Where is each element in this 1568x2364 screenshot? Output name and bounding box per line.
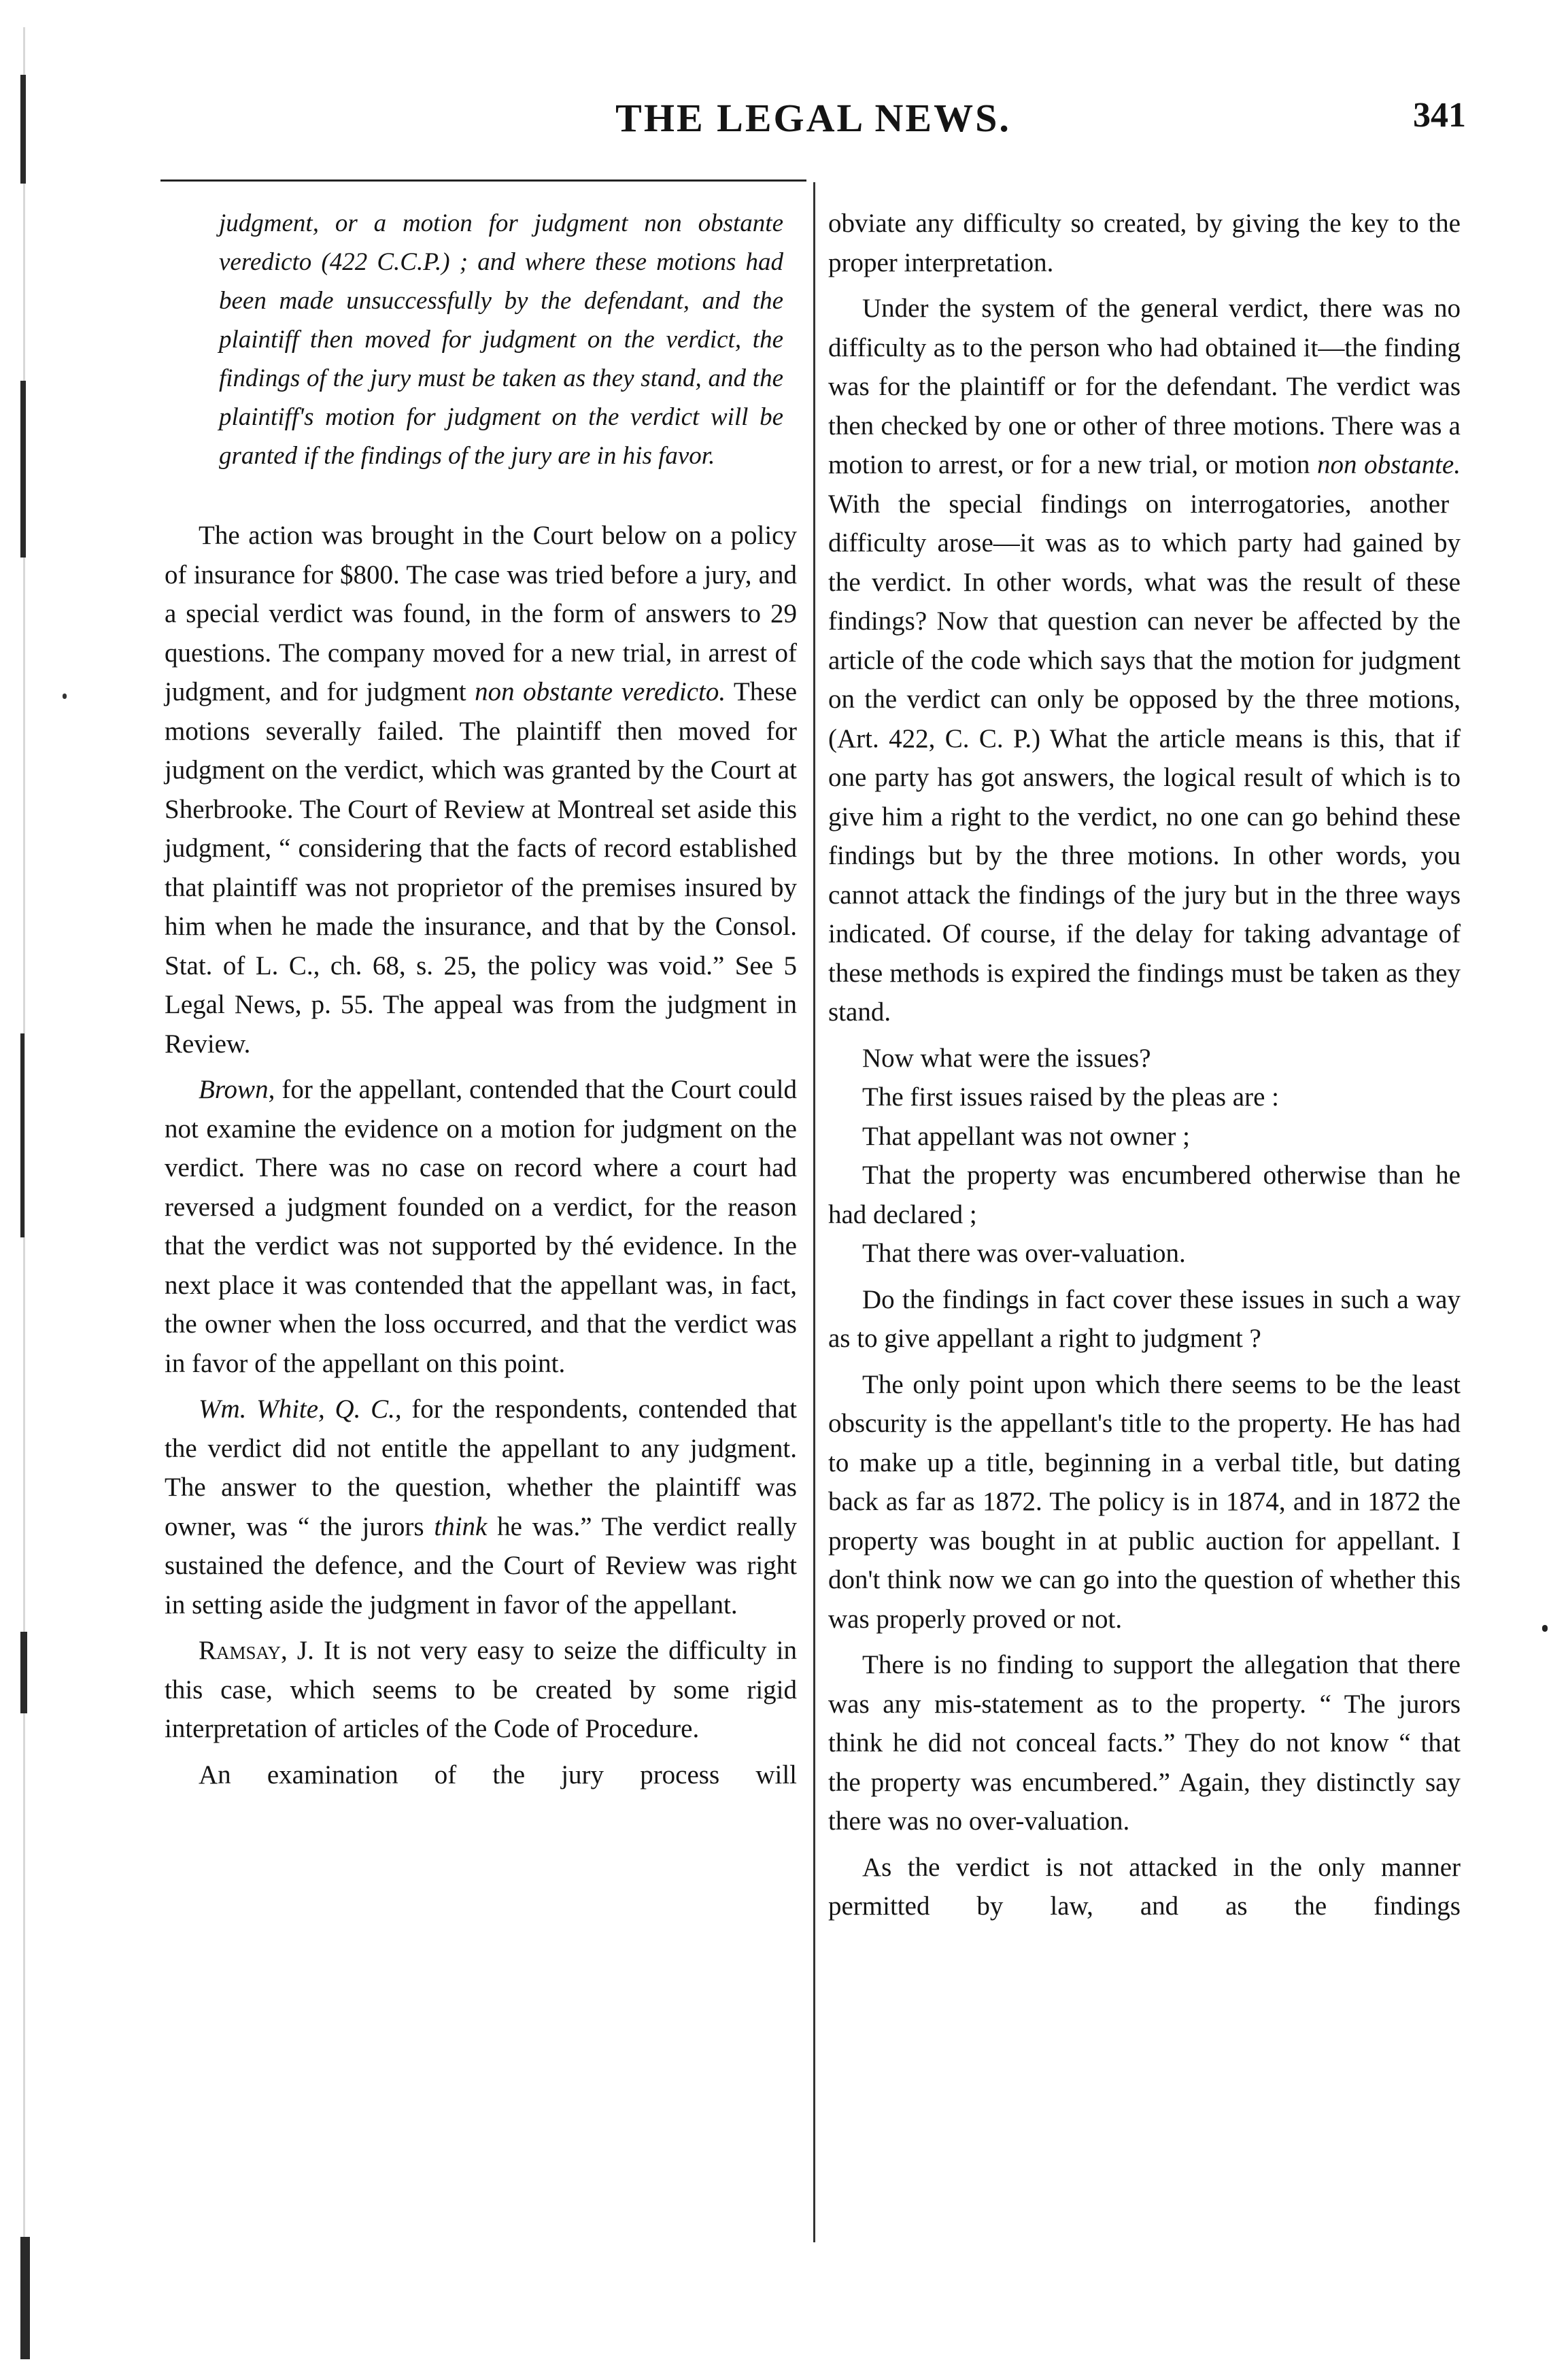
paragraph: Do the findings in fact cover these issues in such a way as to give appellant a right to judgment ?: [828, 1284, 1461, 1353]
text: These motions severally failed. The plaintiff then moved for judgment on the verdict, which was granted by the Court at Sherbrooke. The Court of Review at Montreal set aside this judgment, “ considering that the facts of record established that plaintiff was not proprietor of the premises insured by him when he made the insurance, and that by the Consol. Stat. of L. C., ch. 68, s. 25, the policy was void.” See 5 Legal News, p. 55. The appeal was from the judgment in Review.: [165, 677, 798, 1059]
text: Under the system of the general verdict, there was no difficulty as to the person who had obtained it—the finding was for the plaintiff or for the defendant. The verdict was then checked by one or other of three motions. There was a motion to arrest, or for a new trial, or motion: [828, 294, 1461, 479]
paragraph: obviate any difficulty so created, by giving the key to the proper interpretation.: [828, 209, 1461, 277]
page-number: 341: [1413, 96, 1466, 135]
counsel-name: Brown,: [199, 1075, 275, 1104]
right-column: [828, 204, 1461, 1933]
text: It is not very easy to seize the difficulty in this case, which seems to be created by some rigid interpretation of articles of the Code of Procedure.: [165, 1636, 797, 1743]
scan-edge-mark: [20, 381, 26, 558]
italic-term: non obstante.: [1316, 450, 1461, 479]
issue-line: Now what were the issues?: [862, 1043, 1151, 1073]
text: for the appellant, contended that the Court could not examine the evidence on a motion for judgment on the verdict. There was no case on record where a court had reversed a judgment founded on a verdict, for the reason that the verdict was not supported by thé evidence. In the next place it was contended that the appellant was, in fact, the owner when the loss occurred, and that the verdict was in favor of the appellant on this point.: [165, 1075, 797, 1378]
header-rule: [160, 179, 806, 182]
judge-name: Ramsay, J.: [199, 1636, 314, 1665]
journal-title: THE LEGAL NEWS.: [615, 96, 1011, 140]
issue-line: The first issues raised by the pleas are :: [862, 1082, 1279, 1112]
column-divider: [813, 182, 815, 2242]
paragraph: [165, 1390, 797, 1624]
paragraph: As the verdict is not attacked in the only manner permitted by law, and as the findings: [828, 1852, 1461, 1921]
paragraph: [165, 516, 797, 1063]
paragraph: [165, 1070, 797, 1383]
paragraph: The only point upon which there seems to be the least obscurity is the appellant's title to the property. He has had to make up a title, beginning in a verbal title, but dating back as far as 1872. The policy is in 1874, and in 1872 the property was bought in at public auction for appellant. I don't think now we can go into the question of whether this was properly proved or not.: [828, 1369, 1461, 1634]
paragraph: [828, 289, 1461, 1032]
scan-edge-mark: [20, 75, 26, 184]
text: he was.” The verdict really sustained the defence, and the Court of Review was right in setting aside the judgment in favor of the appellant.: [165, 1511, 797, 1620]
issue-line: That there was over-valuation.: [862, 1239, 1186, 1268]
italic-term: non obstante veredicto.: [475, 677, 726, 706]
paragraph: An examination of the jury process will: [199, 1760, 797, 1789]
text: for the respondents, contended that the verdict did not entitle the appellant to any judgment. The answer to the question, whether the plaintiff was owner, was “ the jurors: [165, 1394, 797, 1541]
scan-edge-mark: [20, 1033, 24, 1237]
text: With the special findings on interrogatories, another difficulty arose—it was as to which party had gained by the verdict. In other words, what was the result of these findings? Now that question can never be affected by the article of the code which says that the motion for judgment on the verdict can only be opposed by the three motions, (Art. 422, C. C. P.) What the article means is this, that if one party has got answers, the logical result of which is to give him a right to the verdict, no one can go behind these findings but by the three motions. In other words, you cannot attack the findings of the jury but in the three ways indicated. Of course, if the delay for taking advantage of these methods is expired the findings must be taken as they stand.: [828, 489, 1461, 1027]
paragraph: There is no finding to support the allegation that there was any mis-statement as to the property. “ The jurors think he did not conceal facts.” They do not know “ that the property was encumbered.” Again, they distinctly say there was no over-valuation.: [828, 1650, 1461, 1836]
issue-line: That the property was encumbered otherwise than he had declared ;: [828, 1161, 1461, 1229]
issue-line: That appellant was not owner ;: [862, 1121, 1190, 1151]
running-header: [160, 95, 1466, 150]
scan-edge-mark: [20, 1632, 27, 1713]
italic-term: think: [434, 1511, 488, 1541]
left-column: [165, 204, 797, 1801]
scan-speck: [63, 693, 67, 699]
text: The action was brought in the Court below on a policy of insurance for $800. The case was tried before a jury, and a special verdict was found, in the form of answers to 29 questions. The company moved for a new trial, in arrest of judgment, and for judgment: [165, 521, 797, 706]
paragraph: [165, 1631, 797, 1749]
counsel-name: Wm. White, Q. C.,: [199, 1394, 402, 1424]
scan-edge-mark: [20, 2237, 30, 2359]
scan-speck: [1542, 1625, 1548, 1632]
headnote: judgment, or a motion for judgment non obstante veredicto (422 C.C.P.) ; and where these motions had been made unsuccessfully by the defendant, and the plaintiff then moved for judgment on the verdict, the findings of the jury must be taken as they stand, and the plaintiff's motion for judgment on the verdict will be granted if the findings of the jury are in his favor.: [219, 209, 783, 470]
